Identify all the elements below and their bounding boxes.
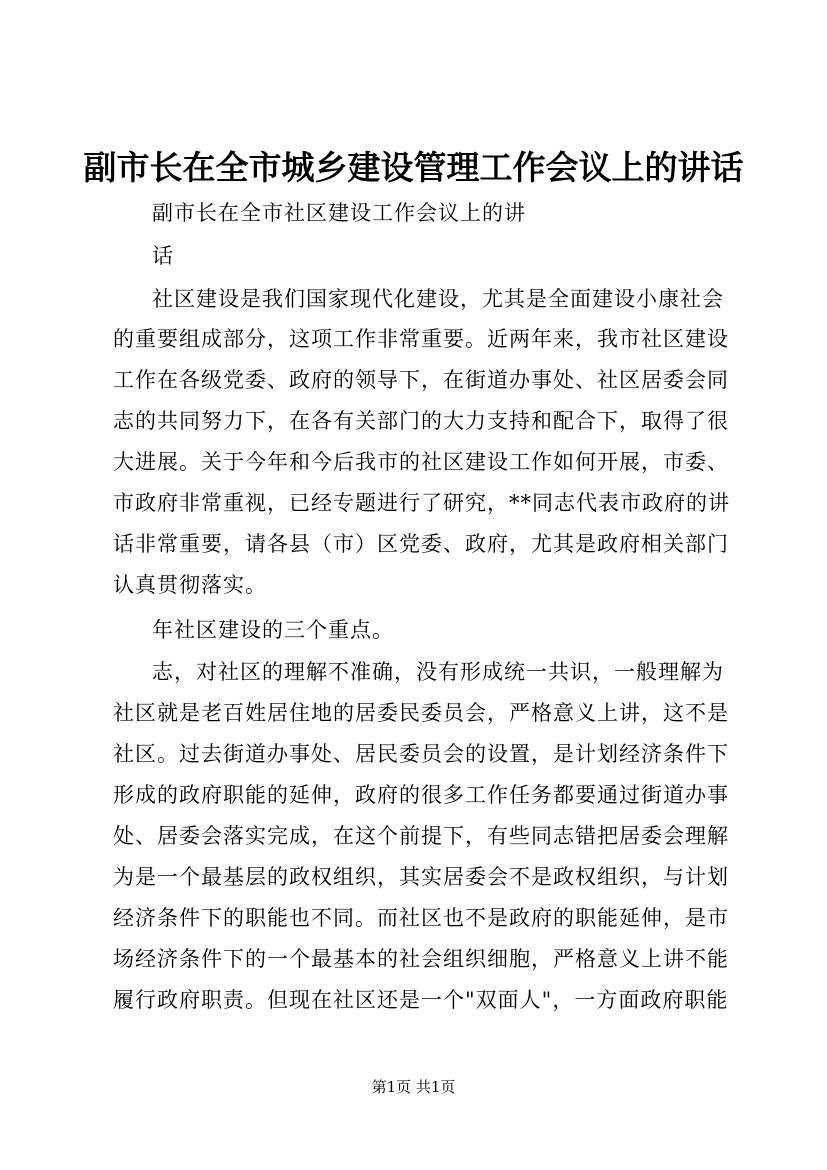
paragraph-line: 为是一个最基层的政权组织，其实居委会不是政权组织，与计划: [113, 865, 729, 889]
paragraph-line: 志的共同努力下，在各有关部门的大力支持和配合下，取得了很: [113, 409, 729, 433]
page-number-footer: 第1页 共1页: [371, 1078, 456, 1096]
paragraph-line: 经济条件下的职能也不同。而社区也不是政府的职能延伸，是市: [113, 906, 729, 930]
subtitle-line: 话: [152, 244, 174, 268]
subtitle-line: 副市长在全市社区建设工作会议上的讲: [152, 201, 526, 225]
paragraph-line: 处、居委会落实完成，在这个前提下，有些同志错把居委会理解: [113, 824, 729, 848]
paragraph-line: 履行政府职责。但现在社区还是一个"双面人"，一方面政府职能: [113, 988, 729, 1012]
paragraph-line: 场经济条件下的一个最基本的社会组织细胞，严格意义上讲不能: [113, 947, 729, 971]
paragraph-line: 社区。过去街道办事处、居民委员会的设置，是计划经济条件下: [113, 742, 729, 766]
paragraph-line: 年社区建设的三个重点。: [152, 618, 394, 642]
paragraph-line: 市政府非常重视，已经专题进行了研究，**同志代表市政府的讲: [113, 491, 730, 515]
paragraph-line: 的重要组成部分，这项工作非常重要。近两年来，我市社区建设: [113, 327, 729, 351]
paragraph-line: 工作在各级党委、政府的领导下，在街道办事处、社区居委会同: [113, 368, 729, 392]
paragraph-line: 大进展。关于今年和今后我市的社区建设工作如何开展，市委、: [113, 450, 729, 474]
paragraph-line: 社区就是老百姓居住地的居委民委员会，严格意义上讲，这不是: [113, 701, 729, 725]
paragraph-line: 话非常重要，请各县（市）区党委、政府，尤其是政府相关部门: [113, 532, 729, 556]
paragraph-line: 志，对社区的理解不准确，没有形成统一共识，一般理解为: [152, 660, 724, 684]
paragraph-line: 社区建设是我们国家现代化建设，尤其是全面建设小康社会: [152, 287, 724, 311]
paragraph-line: 认真贯彻落实。: [113, 573, 267, 597]
document-title: 副市长在全市城乡建设管理工作会议上的讲话: [83, 148, 744, 187]
paragraph-line: 形成的政府职能的延伸，政府的很多工作任务都要通过街道办事: [113, 783, 729, 807]
